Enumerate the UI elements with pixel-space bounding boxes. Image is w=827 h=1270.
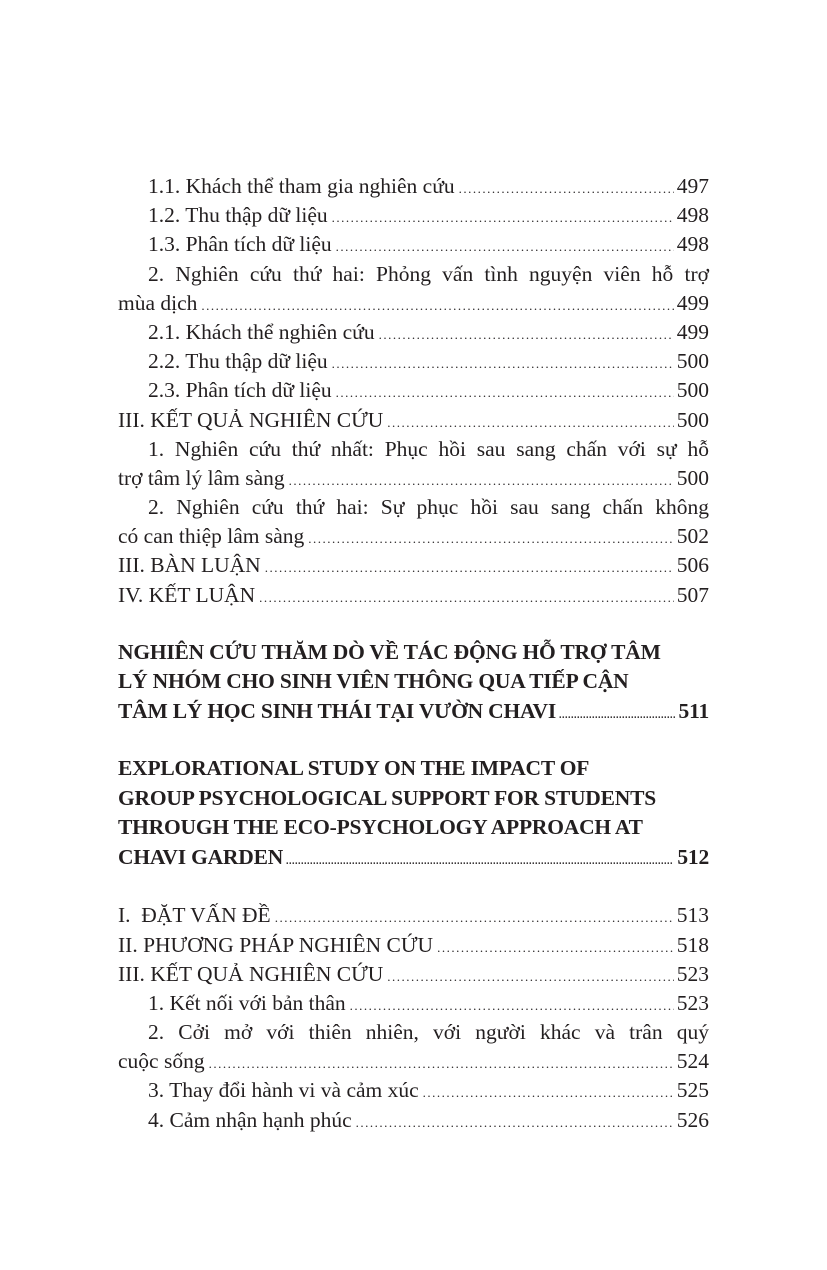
dot-leader [275,911,674,924]
dot-leader [289,474,674,487]
toc-entry-page: 507 [676,582,709,607]
toc-entry-page: 500 [676,378,709,403]
toc-entry-page: 500 [676,407,709,432]
toc-entry-title: IV. KẾT LUẬN [118,582,256,607]
dot-leader [336,386,674,399]
toc-entry-title: 2.3. Phân tích dữ liệu [148,378,332,403]
toc-entry[interactable] [118,1106,709,1135]
toc-entry[interactable] [118,989,709,1018]
toc-entry-title: 1. Kết nối với bản thân [148,990,346,1015]
spacer [118,610,709,638]
chapter-heading-line: THROUGH THE ECO-PSYCHOLOGY APPROACH AT [118,815,643,840]
toc-entry-title-line1[interactable]: 1. Nghiên cứu thứ nhất: Phục hồi sau sang chấn với sự hỗ [148,436,709,461]
dot-leader [423,1086,674,1099]
chapter-heading-line: NGHIÊN CỨU THĂM DÒ VỀ TÁC ĐỘNG HỖ TRỢ TÂM [118,639,661,664]
toc-entry-title: 3. Thay đổi hành vi và cảm xúc [148,1078,419,1103]
toc-entry[interactable] [118,376,709,405]
chapter-heading-line: GROUP PSYCHOLOGICAL SUPPORT FOR STUDENTS [118,785,656,810]
toc-entry[interactable] [118,289,709,318]
toc-entry-page: 526 [676,1107,709,1132]
dot-leader [350,999,674,1012]
toc-entry-title: 2.1. Khách thể nghiên cứu [148,319,375,344]
toc-entry[interactable] [118,931,709,960]
dot-leader [332,357,674,370]
toc-entry-page: 524 [676,1049,709,1074]
dot-leader [559,711,675,721]
table-of-contents-page [118,172,709,1135]
toc-entry-page: 498 [676,203,709,228]
dot-leader [265,561,674,574]
toc-entry-page: 499 [676,290,709,315]
spacer [118,726,709,754]
toc-entry-page: 525 [676,1078,709,1103]
toc-entry-title: 1.3. Phân tích dữ liệu [148,232,332,257]
dot-leader [387,416,673,429]
toc-entry-page: 523 [676,990,709,1015]
toc-entry-page: 518 [676,932,709,957]
toc-entry[interactable] [118,901,709,930]
dot-leader [336,240,674,253]
dot-leader [332,211,674,224]
toc-entry-title-line1[interactable]: 2. Nghiên cứu thứ hai: Phỏng vấn tình nguyện viên hỗ trợ [148,261,709,286]
toc-entry-title: II. PHƯƠNG PHÁP NGHIÊN CỨU [118,932,434,957]
chapter-heading-en[interactable] [118,754,709,872]
toc-entry-page: 513 [676,903,709,928]
toc-entry-title: 2.2. Thu thập dữ liệu [148,349,328,374]
toc-entry-title-line1[interactable]: 2. Cởi mở với thiên nhiên, với người khác và trân quý [148,1020,709,1045]
toc-entry-title: III. KẾT QUẢ NGHIÊN CỨU [118,961,384,986]
dot-leader [387,970,673,983]
dot-leader [459,182,674,195]
toc-entry[interactable] [118,581,709,610]
toc-entry-page: 499 [676,319,709,344]
chapter-heading-line: EXPLORATIONAL STUDY ON THE IMPACT OF [118,756,590,781]
toc-entry[interactable] [118,347,709,376]
toc-entry-title: III. BÀN LUẬN [118,553,261,578]
toc-entry-title-line2: cuộc sống [118,1049,205,1074]
toc-entry[interactable] [118,522,709,551]
toc-entry-page: 497 [676,174,709,198]
toc-entry-page: 500 [676,465,709,490]
chapter-heading-page: 512 [677,844,709,869]
toc-entry[interactable] [118,406,709,435]
chapter-heading-page: 511 [678,698,709,723]
spacer [118,872,709,901]
toc-entry[interactable] [118,551,709,580]
toc-entry[interactable] [118,230,709,259]
toc-entry-page: 506 [676,553,709,578]
chapter-heading-vi[interactable] [118,638,709,727]
dot-leader [286,857,673,867]
dot-leader [356,1116,674,1129]
toc-entry-title-line1[interactable]: 2. Nghiên cứu thứ hai: Sự phục hồi sau sang chấn không [148,495,709,520]
toc-entry[interactable] [118,201,709,230]
dot-leader [201,299,673,312]
toc-entry[interactable] [118,172,709,201]
toc-entry-page: 498 [676,232,709,257]
toc-entry-title-line2: trợ tâm lý lâm sàng [118,465,285,490]
toc-entry-title: I. ĐẶT VẤN ĐỀ [118,903,271,928]
dot-leader [209,1057,674,1070]
toc-entry[interactable] [118,960,709,989]
dot-leader [259,591,674,604]
toc-entry-title-line2: có can thiệp lâm sàng [118,524,305,549]
toc-entry[interactable] [118,1047,709,1076]
toc-entry[interactable] [118,318,709,347]
toc-entry-title-line2: mùa dịch [118,290,198,315]
toc-entry-page: 500 [676,349,709,374]
chapter-heading-line: TÂM LÝ HỌC SINH THÁI TẠI VƯỜN CHAVI [118,698,557,723]
toc-entry[interactable] [118,1076,709,1105]
chapter-heading-line: CHAVI GARDEN [118,844,284,869]
chapter-heading-line: LÝ NHÓM CHO SINH VIÊN THÔNG QUA TIẾP CẬN [118,669,629,694]
toc-entry-title: 1.2. Thu thập dữ liệu [148,203,328,228]
toc-entry-title: III. KẾT QUẢ NGHIÊN CỨU [118,407,384,432]
toc-entry-page: 502 [676,524,709,549]
toc-entry-title: 4. Cảm nhận hạnh phúc [148,1107,352,1132]
dot-leader [437,941,674,954]
toc-entry-page: 523 [676,961,709,986]
dot-leader [379,328,674,341]
toc-entry[interactable] [118,464,709,493]
dot-leader [308,532,673,545]
toc-entry-title: 1.1. Khách thể tham gia nghiên cứu [148,174,455,198]
